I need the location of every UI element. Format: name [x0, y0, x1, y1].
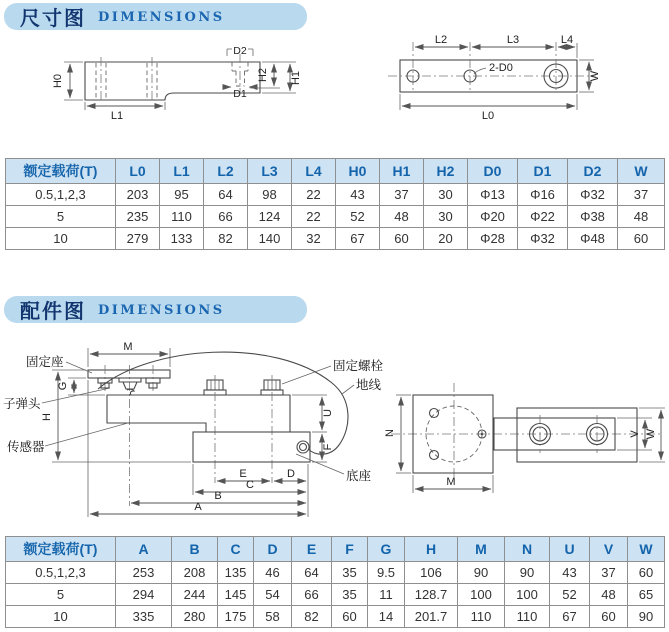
table-row	[6, 606, 665, 628]
table-cell: 90	[458, 562, 505, 584]
table-cell: Φ28	[468, 228, 518, 250]
table-cell: 67	[550, 606, 590, 628]
table-cell: 294	[116, 584, 172, 606]
table-cell: 106	[405, 562, 458, 584]
table-cell: 128.7	[405, 584, 458, 606]
col-header-8: H2	[424, 159, 468, 184]
table-cell: 35	[332, 584, 368, 606]
table-cell: 64	[292, 562, 332, 584]
col-header-4: D	[254, 537, 292, 562]
dimension-drawing	[0, 30, 669, 155]
col-header-1: A	[116, 537, 172, 562]
side-view	[52, 45, 302, 122]
table-cell: 60	[590, 606, 628, 628]
table-cell: 201.7	[405, 606, 458, 628]
table-cell: 48	[590, 584, 628, 606]
table-cell: 54	[254, 584, 292, 606]
table-cell: 37	[618, 184, 665, 206]
table-cell: 203	[116, 184, 160, 206]
table-cell: 43	[336, 184, 380, 206]
table-cell: 95	[160, 184, 204, 206]
dim-label-g: G	[57, 381, 69, 391]
dim-label-l0: L0	[481, 110, 495, 122]
table-cell: 58	[254, 606, 292, 628]
col-header-7: G	[368, 537, 405, 562]
table-cell: 60	[380, 228, 424, 250]
callout-fixing-bolt: 固定螺栓	[333, 359, 384, 373]
col-header-12: W	[618, 159, 665, 184]
table-row	[6, 562, 665, 584]
table-cell: 35	[332, 562, 368, 584]
table-cell: 32	[292, 228, 336, 250]
col-header-7: H1	[380, 159, 424, 184]
dim-label-m-top: M	[123, 341, 133, 353]
table-cell: 60	[628, 562, 665, 584]
table-cell: 0.5,1,2,3	[6, 184, 116, 206]
table-cell: 66	[204, 206, 248, 228]
dim-label-d2: D2	[233, 45, 247, 57]
dim-label-f: F	[322, 443, 334, 451]
hole-callout-2-d0: 2-D0	[489, 62, 513, 74]
table-cell: 140	[248, 228, 292, 250]
section-title-en: DIMENSIONS	[98, 303, 225, 318]
callout-sensor: 传感器	[7, 440, 45, 454]
table-cell: Φ16	[518, 184, 568, 206]
col-header-8: H	[405, 537, 458, 562]
dim-label-l2: L2	[434, 34, 448, 46]
table-cell: 235	[116, 206, 160, 228]
dim-label-a: A	[194, 501, 202, 513]
col-header-11: U	[550, 537, 590, 562]
dim-label-l1: L1	[110, 110, 124, 122]
dim-label-w: W	[589, 70, 601, 82]
table-cell: 52	[550, 584, 590, 606]
table-cell: 100	[505, 584, 550, 606]
table-cell: 37	[380, 184, 424, 206]
section-title-en: DIMENSIONS	[98, 10, 225, 25]
table-cell: 9.5	[368, 562, 405, 584]
table-cell: 46	[254, 562, 292, 584]
dim-label-u: U	[322, 409, 334, 417]
table-cell: Φ32	[568, 184, 618, 206]
table-cell: 133	[160, 228, 204, 250]
callout-ground-wire: 地线	[356, 378, 382, 392]
dim-label-n: N	[384, 429, 396, 437]
col-header-13: W	[628, 537, 665, 562]
dim-label-l3: L3	[506, 34, 520, 46]
col-header-2: B	[172, 537, 218, 562]
dim-label-d: D	[287, 468, 295, 480]
table-cell: 14	[368, 606, 405, 628]
section-header-accessories	[4, 296, 307, 323]
col-header-0: 额定载荷(T)	[6, 159, 116, 184]
dim-label-d1: D1	[233, 88, 247, 100]
dim-label-h: H	[41, 413, 53, 421]
table-cell: 60	[332, 606, 368, 628]
col-header-9: D0	[468, 159, 518, 184]
table-cell: 110	[458, 606, 505, 628]
callout-base: 底座	[346, 469, 372, 483]
table-cell: 98	[248, 184, 292, 206]
table-cell: 110	[505, 606, 550, 628]
assembly-side-view	[3, 341, 384, 517]
table-cell: 335	[116, 606, 172, 628]
table-cell: 253	[116, 562, 172, 584]
table-cell: 175	[218, 606, 254, 628]
section-header-dimensions	[4, 3, 307, 30]
table-cell: 90	[505, 562, 550, 584]
table-cell: 22	[292, 206, 336, 228]
assembly-top-view	[384, 383, 665, 493]
col-header-9: M	[458, 537, 505, 562]
table-cell: 10	[6, 606, 116, 628]
table-cell: 244	[172, 584, 218, 606]
accessory-drawing	[0, 325, 669, 530]
table-cell: Φ20	[468, 206, 518, 228]
col-header-5: L4	[292, 159, 336, 184]
col-header-3: L2	[204, 159, 248, 184]
top-view	[388, 34, 601, 122]
table-cell: 65	[628, 584, 665, 606]
col-header-4: L3	[248, 159, 292, 184]
table-cell: 66	[292, 584, 332, 606]
table-cell: Φ32	[518, 228, 568, 250]
dim-label-w2: W	[645, 428, 657, 440]
col-header-6: H0	[336, 159, 380, 184]
table-cell: 11	[368, 584, 405, 606]
col-header-3: C	[218, 537, 254, 562]
col-header-10: N	[505, 537, 550, 562]
table-cell: 60	[618, 228, 665, 250]
table-cell: 90	[628, 606, 665, 628]
table-cell: 208	[172, 562, 218, 584]
col-header-0: 额定载荷(T)	[6, 537, 116, 562]
table-cell: 82	[204, 228, 248, 250]
table-cell: 0.5,1,2,3	[6, 562, 116, 584]
table-row	[6, 206, 665, 228]
dim-label-h2: H2	[257, 67, 269, 83]
table-row	[6, 228, 665, 250]
table-cell: Φ13	[468, 184, 518, 206]
callout-bullet-head: 子弹头	[3, 397, 41, 411]
col-header-10: D1	[518, 159, 568, 184]
table-cell: 124	[248, 206, 292, 228]
table-cell: 67	[336, 228, 380, 250]
table-header-row	[6, 537, 665, 562]
table-cell: 20	[424, 228, 468, 250]
table-cell: 22	[292, 184, 336, 206]
col-header-5: E	[292, 537, 332, 562]
dimension-table	[5, 158, 665, 250]
col-header-12: V	[590, 537, 628, 562]
dim-label-v: V	[629, 430, 641, 438]
table-cell: 110	[160, 206, 204, 228]
section-title-zh: 尺寸图	[20, 8, 86, 30]
accessory-table	[5, 536, 665, 628]
dim-label-h0: H0	[52, 73, 64, 89]
dim-label-l4: L4	[560, 34, 574, 46]
table-cell: 100	[458, 584, 505, 606]
dim-label-e: E	[239, 468, 247, 480]
table-cell: 64	[204, 184, 248, 206]
dim-label-h1: H1	[290, 70, 302, 86]
table-row	[6, 584, 665, 606]
table-cell: Φ38	[568, 206, 618, 228]
table-cell: 10	[6, 228, 116, 250]
table-cell: 52	[336, 206, 380, 228]
table-cell: 48	[618, 206, 665, 228]
table-cell: Φ48	[568, 228, 618, 250]
col-header-11: D2	[568, 159, 618, 184]
table-cell: 280	[172, 606, 218, 628]
table-cell: 43	[550, 562, 590, 584]
table-cell: 30	[424, 206, 468, 228]
table-cell: 5	[6, 584, 116, 606]
table-cell: 82	[292, 606, 332, 628]
table-cell: 135	[218, 562, 254, 584]
col-header-2: L1	[160, 159, 204, 184]
table-cell: Φ22	[518, 206, 568, 228]
table-cell: 37	[590, 562, 628, 584]
dim-label-b: B	[214, 490, 222, 502]
col-header-1: L0	[116, 159, 160, 184]
col-header-6: F	[332, 537, 368, 562]
table-cell: 279	[116, 228, 160, 250]
table-cell: 5	[6, 206, 116, 228]
dim-label-c: C	[246, 479, 254, 491]
dim-label-m-bottom: M	[446, 476, 456, 488]
table-cell: 30	[424, 184, 468, 206]
table-cell: 145	[218, 584, 254, 606]
section-title-zh: 配件图	[20, 301, 86, 323]
table-cell: 48	[380, 206, 424, 228]
table-row	[6, 184, 665, 206]
table-header-row	[6, 159, 665, 184]
callout-fixing-seat: 固定座	[26, 355, 64, 369]
